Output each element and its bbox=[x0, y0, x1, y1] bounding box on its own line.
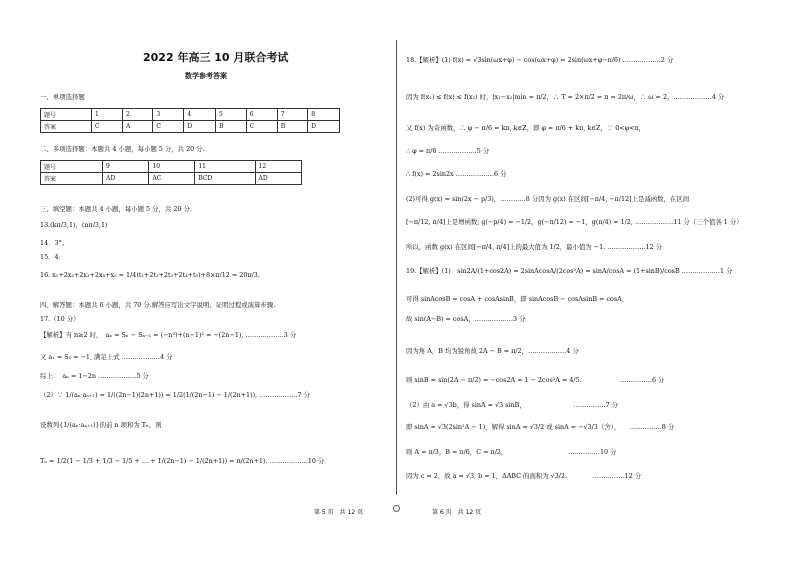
table-cell: C bbox=[153, 121, 184, 133]
single-choice-heading: 一、单项选择题 bbox=[40, 93, 85, 101]
solution-line: 即 sinA = √3(2sin²A − 1)，解得 sinA = √3/2 或 sinA = −√3/3（舍）， ……………8 分 bbox=[406, 423, 675, 431]
solution-line: 所以，函数 g(x) 在区间[−π/4, π/4]上的最大值为 1/2，最小值为 −1. ………………12 分 bbox=[406, 243, 663, 251]
solution-line: 因为 f(x₁) ≤ f(x) ≤ f(x₂) 时，|x₁−x₂|min = π/2，∴ T = 2×π/2 = π = 2π/ω，∴ ω = 2，………………4 分 bbox=[406, 93, 725, 101]
table-row bbox=[41, 161, 302, 173]
solution-line: 【解析】当 n≥2 时， aₙ = Sₙ − Sₙ₋₁ = (−n²)+(n−1)² = −(2n−1), ………………3 分 bbox=[40, 331, 297, 339]
solution-line: ∴ f(x) = 2sin2x ………………6 分 bbox=[406, 170, 507, 178]
solutions-heading: 四、解答题：本题共 6 小题，共 70 分.解答应写出文字说明、证明过程或演算步骤. bbox=[40, 301, 276, 309]
solution-line: 综上： aₙ = 1−2n ………………5 分 bbox=[40, 372, 149, 380]
table-row bbox=[41, 173, 302, 185]
solution-line: 因为 c = 2，故 a = √3, b = 1，ΔABC 的面积为 √3/2. ……………12 分 bbox=[406, 472, 642, 480]
table-row bbox=[41, 121, 340, 133]
table-cell: 7 bbox=[277, 109, 308, 121]
solution-line: 又 f(x) 为奇函数，∴ φ − π/6 = kπ, k∈Z，即 φ = π/6 + kπ, k∈Z，∵ 0<φ<π， bbox=[406, 124, 646, 132]
solution-line: ∴ φ = π/6 ………………5 分 bbox=[406, 147, 490, 155]
solution-line: 18.【解析】(1) f(x) = √3sin(ωx+φ) − cos(ωx+φ) = 2sin(ωx+φ−π/6) ………………2 分 bbox=[406, 56, 674, 64]
page-number-left: 第 5 页 共 12 页 bbox=[314, 509, 364, 516]
solution-line: Tₙ = 1/2(1 − 1/3 + 1/3 − 1/5 + … + 1/(2n−1) − 1/(2n+1)) = n/(2n+1). ………………10 分 bbox=[40, 457, 325, 465]
table-cell: 答案 bbox=[41, 121, 92, 133]
answer-13: 13.(kπ/3,1)，(nπ/3,1) bbox=[40, 221, 108, 229]
table-cell: 题号 bbox=[41, 161, 103, 173]
table-cell: 1 bbox=[91, 109, 122, 121]
multi-choice-heading: 二、多项选择题：本题共 4 小题，每小题 5 分，共 20 分. bbox=[40, 145, 205, 153]
table-cell: 8 bbox=[308, 109, 340, 121]
answer-16: 16. x₁+2x₂+2x₃+2x₄+x₅ = 1/4(t₁+2t₂+2t₃+2t₄+t₅)+8×π/12 = 20π/3. bbox=[40, 271, 260, 279]
solution-line: 又 a₁ = S₁ = −1, 满足上式 ………………4 分 bbox=[40, 353, 173, 361]
multi-choice-table bbox=[40, 160, 302, 185]
single-choice-table bbox=[40, 108, 340, 133]
table-cell: 11 bbox=[195, 161, 255, 173]
table-cell: A bbox=[122, 121, 152, 133]
table-cell: 10 bbox=[149, 161, 195, 173]
solution-line: （2）由 a = √3b，得 sinA = √3 sinB， ……………7 分 bbox=[406, 401, 619, 409]
solution-line: 因为角 A，B 均为锐角故 2A − B = π/2，………………4 分 bbox=[406, 347, 579, 355]
table-cell: 3 bbox=[153, 109, 184, 121]
fill-blank-heading: 三、填空题：本题共 4 小题，每小题 5 分，共 20 分. bbox=[40, 205, 192, 213]
page-divider bbox=[396, 40, 397, 495]
solution-line: （2）∵ 1/(aₙ·aₙ₊₁) = 1/((2n−1)(2n+1)) = 1/2(1/(2n−1) − 1/(2n+1)), ………………7 分 bbox=[40, 391, 311, 399]
page-separator-icon bbox=[393, 505, 400, 512]
solution-line: 设数列{1/(aₙ·aₙ₊₁)}的前 n 项和为 Tₙ，则 bbox=[40, 421, 162, 429]
table-row bbox=[41, 109, 340, 121]
table-cell: 6 bbox=[246, 109, 277, 121]
answer-14: 14．3°。 bbox=[40, 239, 69, 247]
table-cell: B bbox=[277, 121, 308, 133]
solution-line: (2)可得 g(x) = sin(2x − p/3)，…………8 分因为 g(x) 在区间[−π/4, −π/12]上是减函数，在区间 bbox=[406, 195, 690, 203]
table-cell: AD bbox=[103, 173, 149, 185]
solution-line: 故 sin(A−B) = cosA，………………3 分 bbox=[406, 315, 526, 323]
solution-line: 可得 sinAcosB = cosA + cosAsinB，即 sinAcosB − cosAsinB = cosA， bbox=[406, 295, 629, 303]
question-17-label: 17.（10 分） bbox=[40, 315, 80, 323]
table-cell: C bbox=[246, 121, 277, 133]
page-subtitle: 数学参考答案 bbox=[185, 72, 227, 80]
solution-line: [−π/12, π/4]上是增函数, g(−p/4) = −1/2，g(−π/12) = −1，g(π/4) = 1/2, ………………11 分（三个值各 1 分） bbox=[406, 218, 743, 226]
table-cell: C bbox=[91, 121, 122, 133]
solution-line: 则 A = π/3，B = π/6，C = π/2， ……………10 分 bbox=[406, 448, 617, 456]
table-cell: AD bbox=[255, 173, 302, 185]
table-cell: 12 bbox=[255, 161, 302, 173]
page-number-right: 第 6 页 共 12 页 bbox=[432, 509, 482, 516]
table-cell: AC bbox=[149, 173, 195, 185]
solution-line: 19.【解析】(1) sin2A/(1+cos2A) = 2sinAcosA/(2cos²A) = sinA/cosA = (1+sinB)/cosB ………………1 分 bbox=[406, 267, 733, 275]
table-cell: 题号 bbox=[41, 109, 92, 121]
table-cell: 9 bbox=[103, 161, 149, 173]
table-cell: 2 bbox=[122, 109, 152, 121]
table-cell: B bbox=[216, 121, 247, 133]
table-cell: 答案 bbox=[41, 173, 103, 185]
solution-line: 则 sinB = sin(2A − π/2) = −cos2A = 1 − 2cos²A = 4/5. ……………6 分 bbox=[406, 376, 665, 384]
table-cell: D bbox=[184, 121, 216, 133]
table-cell: 5 bbox=[216, 109, 247, 121]
table-cell: BCD bbox=[195, 173, 255, 185]
page-title: 2022 年高三 10 月联合考试 bbox=[143, 51, 289, 64]
answer-15: 15．4． bbox=[40, 253, 65, 261]
table-cell: D bbox=[308, 121, 340, 133]
table-cell: 4 bbox=[184, 109, 216, 121]
